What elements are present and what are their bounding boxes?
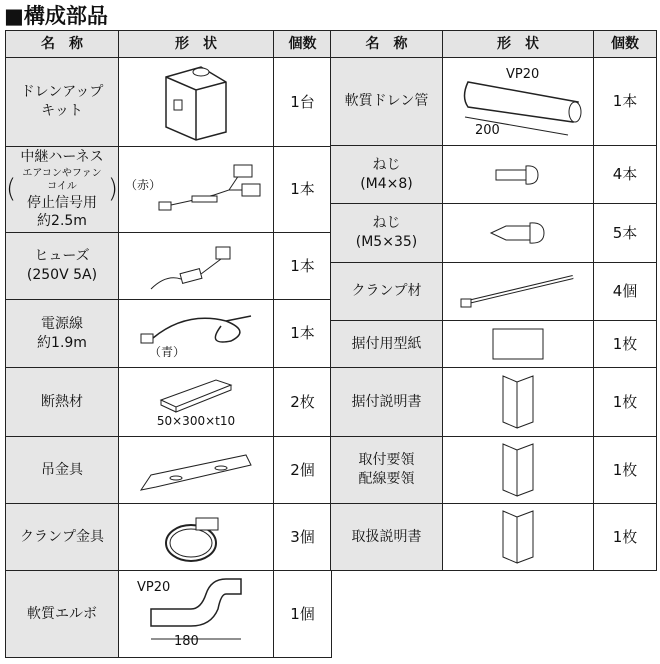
part-note: エアコンやファンコイル [22,167,102,193]
dimension-label: 50×300×t10 [156,413,236,428]
part-name: ヒューズ [34,248,90,265]
table-row [331,437,657,504]
dimension-label: 180 [174,634,199,649]
header-count: 個数 [274,31,332,58]
header-count: 個数 [594,31,657,58]
hanger-illustration [136,445,256,495]
part-count: 3個 [274,504,332,571]
manual-booklet-icon [501,509,535,565]
table-header [331,31,657,58]
part-name: ねじ [372,215,401,232]
table-row [331,368,657,437]
part-count: 1本 [274,233,332,300]
section-title: ■構成部品 [4,4,108,28]
table-row [6,571,332,658]
part-name: 取付要領 [358,452,415,469]
part-count: 4本 [594,146,657,204]
table-row [331,321,657,368]
part-name: 軟質エルボ [6,571,119,658]
table-header [6,31,332,58]
template-sheet-illustration [492,328,544,360]
part-spec: (M5×35) [355,234,418,250]
part-length: 約2.5m [37,213,87,230]
color-label-red: （赤） [125,178,162,192]
part-name: 据付用型紙 [331,321,443,368]
header-name: 名 称 [6,31,119,58]
part-count: 1本 [274,147,332,233]
part-spec: (M4×8) [360,175,413,192]
parts-table-left [5,30,332,658]
table-row [331,58,657,146]
screw-m5-illustration [488,220,548,246]
part-count: 1本 [274,300,332,368]
part-name: クランプ材 [331,263,443,321]
part-name: 断熱材 [6,368,119,437]
part-spec: (250V 5A) [26,267,98,283]
part-count: 1枚 [594,321,657,368]
part-name: 吊金具 [6,437,119,504]
table-row [6,233,332,300]
header-shape: 形 状 [119,31,274,58]
part-name: 電源線 [41,315,83,332]
part-count: 1本 [594,58,657,146]
insulation-illustration [151,375,241,413]
table-row [6,58,332,147]
part-length: 約1.9m [37,334,87,351]
part-count: 1枚 [594,368,657,437]
part-count: 5本 [594,204,657,263]
pipe-size-label: VP20 [506,67,540,82]
harness-illustration [154,160,264,220]
table-row [331,263,657,321]
table-row [6,300,332,368]
part-name: 据付説明書 [331,368,443,437]
header-name: 名 称 [331,31,443,58]
part-name: ドレンアップ [20,84,104,101]
table-row [331,504,657,571]
part-count: 1枚 [594,504,657,571]
table-row [6,437,332,504]
dimension-label: 200 [475,123,500,138]
part-count: 2枚 [274,368,332,437]
part-name-2: キット [41,103,83,119]
part-count: 4個 [594,263,657,321]
part-name-2: 配線要領 [358,471,415,487]
part-name: 取扱説明書 [331,504,443,571]
table-row [331,204,657,263]
pipe-size-label: VP20 [137,580,171,595]
header-shape: 形 状 [443,31,594,58]
part-count: 1個 [274,571,332,658]
manual-booklet-icon [501,374,535,430]
color-label-blue: （青） [149,345,186,359]
table-row: 中継ハーネス ( エアコンやファンコイル 停止信号用 ) 約2.5m （赤） 1本 [6,147,332,233]
part-name: 軟質ドレン管 [331,58,443,146]
table-row [6,368,332,437]
screw-m4-illustration [493,163,543,187]
part-count: 1台 [274,58,332,147]
parts-table-right [330,30,657,571]
cable-tie-illustration [458,272,578,312]
part-count: 1枚 [594,437,657,504]
table-row [6,504,332,571]
hose-clamp-illustration [161,510,231,565]
drain-up-kit-illustration [156,62,236,142]
part-note-2: 停止信号用 [27,194,97,211]
fuse-illustration [146,239,246,294]
manual-booklet-icon [501,442,535,498]
part-name: ねじ [372,156,401,173]
part-count: 2個 [274,437,332,504]
table-row [331,146,657,204]
part-name: クランプ金具 [6,504,119,571]
part-name: 中継ハーネス [20,148,104,165]
